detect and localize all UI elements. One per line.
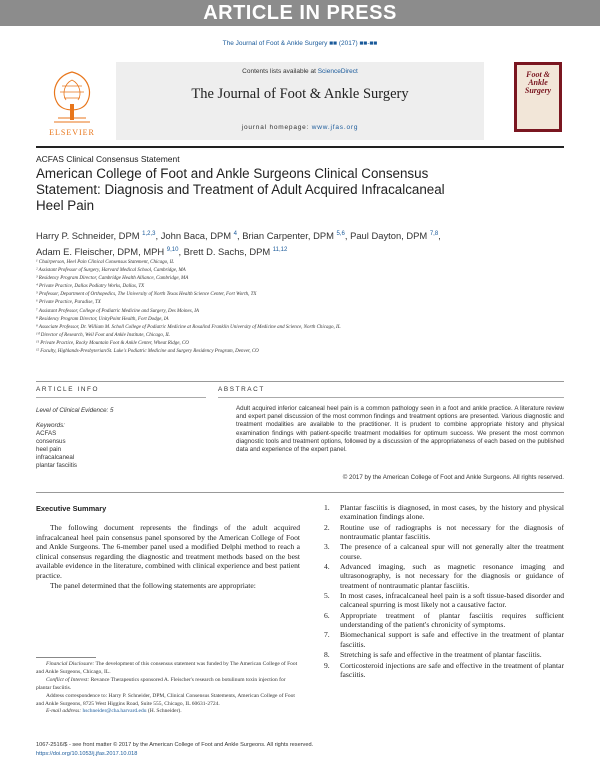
doi-link[interactable]: https://doi.org/10.1053/j.jfas.2017.10.018 <box>36 750 138 757</box>
article-info-header: ARTICLE INFO <box>36 386 100 393</box>
section-label: ACFAS Clinical Consensus Statement <box>36 154 180 164</box>
conflict-of-interest: Conflict of Interest: Revance Therapeutics sponsored A. Fleischer's research on botulinum toxin injection for plantar fasciitis. <box>36 676 286 691</box>
article-in-press-banner: ARTICLE IN PRESS <box>0 0 600 26</box>
author-affil-ref[interactable]: 11,12 <box>272 247 288 254</box>
homepage-line <box>116 124 484 131</box>
keyword: plantar fasciitis <box>36 462 77 469</box>
executive-summary-body <box>36 523 300 590</box>
cover-title: Foot & Ankle Surgery <box>524 70 552 95</box>
statement-number: 8. <box>324 650 330 660</box>
author <box>184 246 288 257</box>
statement-item <box>324 562 564 590</box>
abstract-rule <box>218 397 564 398</box>
statement-number: 2. <box>324 522 330 532</box>
author-affil-ref[interactable]: 4 <box>233 231 237 237</box>
keyword: heel pain <box>36 446 62 453</box>
affiliation: ⁴ Private Practice, Dallas Podiatry Works, Dallas, TX <box>36 284 145 290</box>
statement-text: Stretching is safe and effective in the treatment of plantar fasciitis. <box>340 650 542 660</box>
statement-item <box>324 591 564 610</box>
author: Harry P. Schneider, DPM $^{1,2,3}$, <box>36 230 161 242</box>
article-info-rule <box>36 397 206 398</box>
homepage-link[interactable]: www.jfas.org <box>311 124 359 131</box>
affiliation: ⁵ Professor, Department of Orthopedics, The University of North Texas Health Science Center, Fort Worth, TX <box>36 292 257 298</box>
evidence-level: Level of Clinical Evidence: 5 <box>36 407 114 414</box>
affiliation: ¹⁰ Director of Research, Weil Foot and Ankle Institute, Chicago, IL <box>36 332 170 338</box>
author-affil-ref[interactable]: 9,10 <box>166 247 179 254</box>
affiliation: ² Assistant Professor of Surgery, Harvard Medical School, Cambridge, MA <box>36 268 186 274</box>
statement-text: The presence of a calcaneal spur will not generally alter the treatment course. <box>340 542 564 561</box>
correspondence-address: Address correspondence to: Harry P. Schneider, DPM, Clinical Consensus Statements, American College of Foot and Ankle Surgeons, 8725 West Higgins Road, Suite 555, Chicago, IL 60631-2724. <box>36 692 295 707</box>
section-divider <box>36 381 564 382</box>
statement-item <box>324 611 564 630</box>
email-link[interactable]: hschneider@cha.harvard.edu <box>82 708 147 715</box>
author-affil-ref[interactable]: 7,8 <box>429 231 439 237</box>
journal-cover-image <box>514 62 562 132</box>
affiliation: ¹ Chairperson, Heel Pain Clinical Consensus Statement, Chicago, IL <box>36 260 175 265</box>
author-name: Paul Dayton, DPM <box>350 230 430 242</box>
statement-text: Biomechanical support is safe and effective in the treatment of plantar fasciitis. <box>340 630 564 649</box>
section-divider <box>36 492 564 493</box>
sciencedirect-link[interactable]: ScienceDirect <box>317 68 358 75</box>
executive-summary-heading: Executive Summary <box>36 504 107 513</box>
keyword: ACFAS <box>36 430 57 437</box>
article-info <box>36 407 206 470</box>
statement-text: Routine use of radiographs is not necessary for the diagnosis of nontraumatic plantar fasciitis. <box>340 522 564 541</box>
body-paragraph: The panel determined that the following statements are appropriate: <box>50 580 256 590</box>
statement-number: 6. <box>324 610 330 620</box>
author-list <box>36 227 564 259</box>
header-rule <box>36 146 564 148</box>
elsevier-logo <box>36 66 108 132</box>
statement-item <box>324 523 564 542</box>
affiliation: ³ Residency Program Director, Cambridge Health Alliance, Cambridge, MA <box>36 276 189 282</box>
author: Brian Carpenter, DPM $^{5,6}$, <box>242 230 351 242</box>
footnote-label: E-mail address: <box>46 708 82 715</box>
statement-item <box>324 650 564 659</box>
author-name: Adam E. Fleischer, DPM, MPH <box>36 246 167 258</box>
author: Adam E. Fleischer, DPM, MPH $^{9,10}$, <box>36 246 184 258</box>
statement-number: 5. <box>324 591 330 601</box>
author-name: John Baca, DPM <box>160 230 234 242</box>
consensus-statements <box>324 503 564 680</box>
affiliation: ⁸ Residency Program Director, UnityPoint Health, Fort Dodge, IA <box>36 316 169 322</box>
author-name: Harry P. Schneider, DPM <box>36 230 143 242</box>
contents-line <box>116 68 484 75</box>
keyword: consensus <box>36 438 66 445</box>
affiliation: ⁶ Private Practice, Paradise, TX <box>36 300 101 306</box>
statement-text: Advanced imaging, such as magnetic resonance imaging and ultrasonography, is not necessary for the diagnosis or guidance of treatment of nontraumatic plantar fasciitis. <box>340 562 564 590</box>
affiliation-list <box>36 259 564 356</box>
abstract-copyright: © 2017 by the American College of Foot and Ankle Surgeons. All rights reserved. <box>342 474 564 481</box>
journal-masthead <box>36 62 564 144</box>
statement-text: Appropriate treatment of plantar fasciitis requires sufficient understanding of the patient's chronicity of symptoms. <box>340 610 564 630</box>
publisher-name: ELSEVIER <box>49 128 95 137</box>
homepage-prefix: journal homepage: <box>241 124 310 131</box>
affiliation: ⁷ Assistant Professor, College of Podiatric Medicine and Surgery, Des Moines, IA <box>36 308 199 314</box>
author-name: Brett D. Sachs, DPM <box>183 246 273 258</box>
statement-item <box>324 661 564 680</box>
author-affil-ref[interactable]: 5,6 <box>336 231 345 237</box>
article-title: American College of Foot and Ankle Surgeons Clinical Consensus Statement: Diagnosis and Treatment of Adult Acquired Infracalcaneal Heel Pain <box>36 166 445 213</box>
statement-text: Plantar fasciitis is diagnosed, in most cases, by the history and physical examination findings alone. <box>340 503 564 522</box>
affiliation: ¹² Faculty, Highlands-Presbyterian/St. Luke's Podiatric Medicine and Surgery Residency Program, Denver, CO <box>36 349 259 355</box>
statement-text: In most cases, infracalcaneal heel pain is a soft tissue-based disorder and calcaneal spurring is most likely not a causative factor. <box>340 591 564 610</box>
author-name: Brian Carpenter, DPM <box>242 230 337 242</box>
footnote-label: Financial Disclosure: <box>46 661 95 667</box>
masthead-center <box>116 62 484 140</box>
email-line: E-mail address: hschneider@cha.harvard.edu (H. Schneider). <box>46 708 182 715</box>
statement-text: Corticosteroid injections are safe and effective in the treatment of plantar fasciitis. <box>340 660 564 679</box>
affiliation: ¹¹ Private Practice, Rocky Mountain Foot & Ankle Center, Wheat Ridge, CO <box>36 340 189 346</box>
statement-number: 9. <box>324 660 330 670</box>
journal-citation: The Journal of Foot & Ankle Surgery ■■ (2017) ■■-■■ <box>222 40 378 47</box>
body-paragraph: The following document represents the findings of the adult acquired infracalcaneal heel pain consensus panel sponsored by the American College of Foot and Ankle Surgeons. The 6-member panel used a modified Delphi method to reach a clinical consensus regarding the diagnostic and treatment methods based on the best available evidence in the literature, combined with clinical experience and best patient practice. <box>36 523 300 580</box>
journal-title: The Journal of Foot & Ankle Surgery <box>191 86 409 102</box>
financial-disclosure: Financial Disclosure: The development of this consensus statement was funded by The American College of Foot and Ankle Surgeons, Chicago, IL. <box>36 661 298 675</box>
footnotes <box>36 661 300 716</box>
statement-item <box>324 630 564 649</box>
statement-number: 4. <box>324 562 330 572</box>
author-affil-ref[interactable]: 1,2,3 <box>142 231 156 237</box>
footnote-rule <box>36 657 96 658</box>
affiliation: ⁹ Associate Professor, Dr. William M. Scholl College of Podiatric Medicine at Rosalind Franklin University of Medicine and Science, North Chicago, IL <box>36 324 341 330</box>
statement-number: 3. <box>324 542 330 552</box>
statement-item <box>324 542 564 561</box>
author: Paul Dayton, DPM $^{7,8}$, <box>350 230 441 242</box>
keyword: infracalcaneal <box>36 454 75 461</box>
statement-number: 7. <box>324 630 330 640</box>
footnote-label: Conflict of Interest: <box>46 676 90 683</box>
page-footer <box>36 741 564 758</box>
author: John Baca, DPM $^4$, <box>160 230 243 242</box>
issn-line: 1067-2516/$ - see front matter © 2017 by the American College of Foot and Ankle Surgeons. All rights reserved. <box>36 742 314 748</box>
statement-number: 1. <box>324 503 330 512</box>
contents-prefix: Contents lists available at <box>242 68 316 75</box>
statement-item <box>324 503 564 522</box>
abstract-header: ABSTRACT <box>218 386 265 393</box>
abstract-text: Adult acquired inferior calcaneal heel pain is a common pathology seen in a foot and ankle practice. A literature review and expert panel discussion of the most common findings and treatment options are presented. Various diagnostic and treatment modalities are available to the practitioner. It is prudent to combine appropriate history and physical examination findings with patient-specific treatment modalities for optimum success. We present the most common diagnostic tools and treatment options, followed by a discussion of the appropriateness of each based on the published data and experience of the expert panel. <box>236 405 564 454</box>
keywords-header: Keywords: <box>36 422 65 429</box>
